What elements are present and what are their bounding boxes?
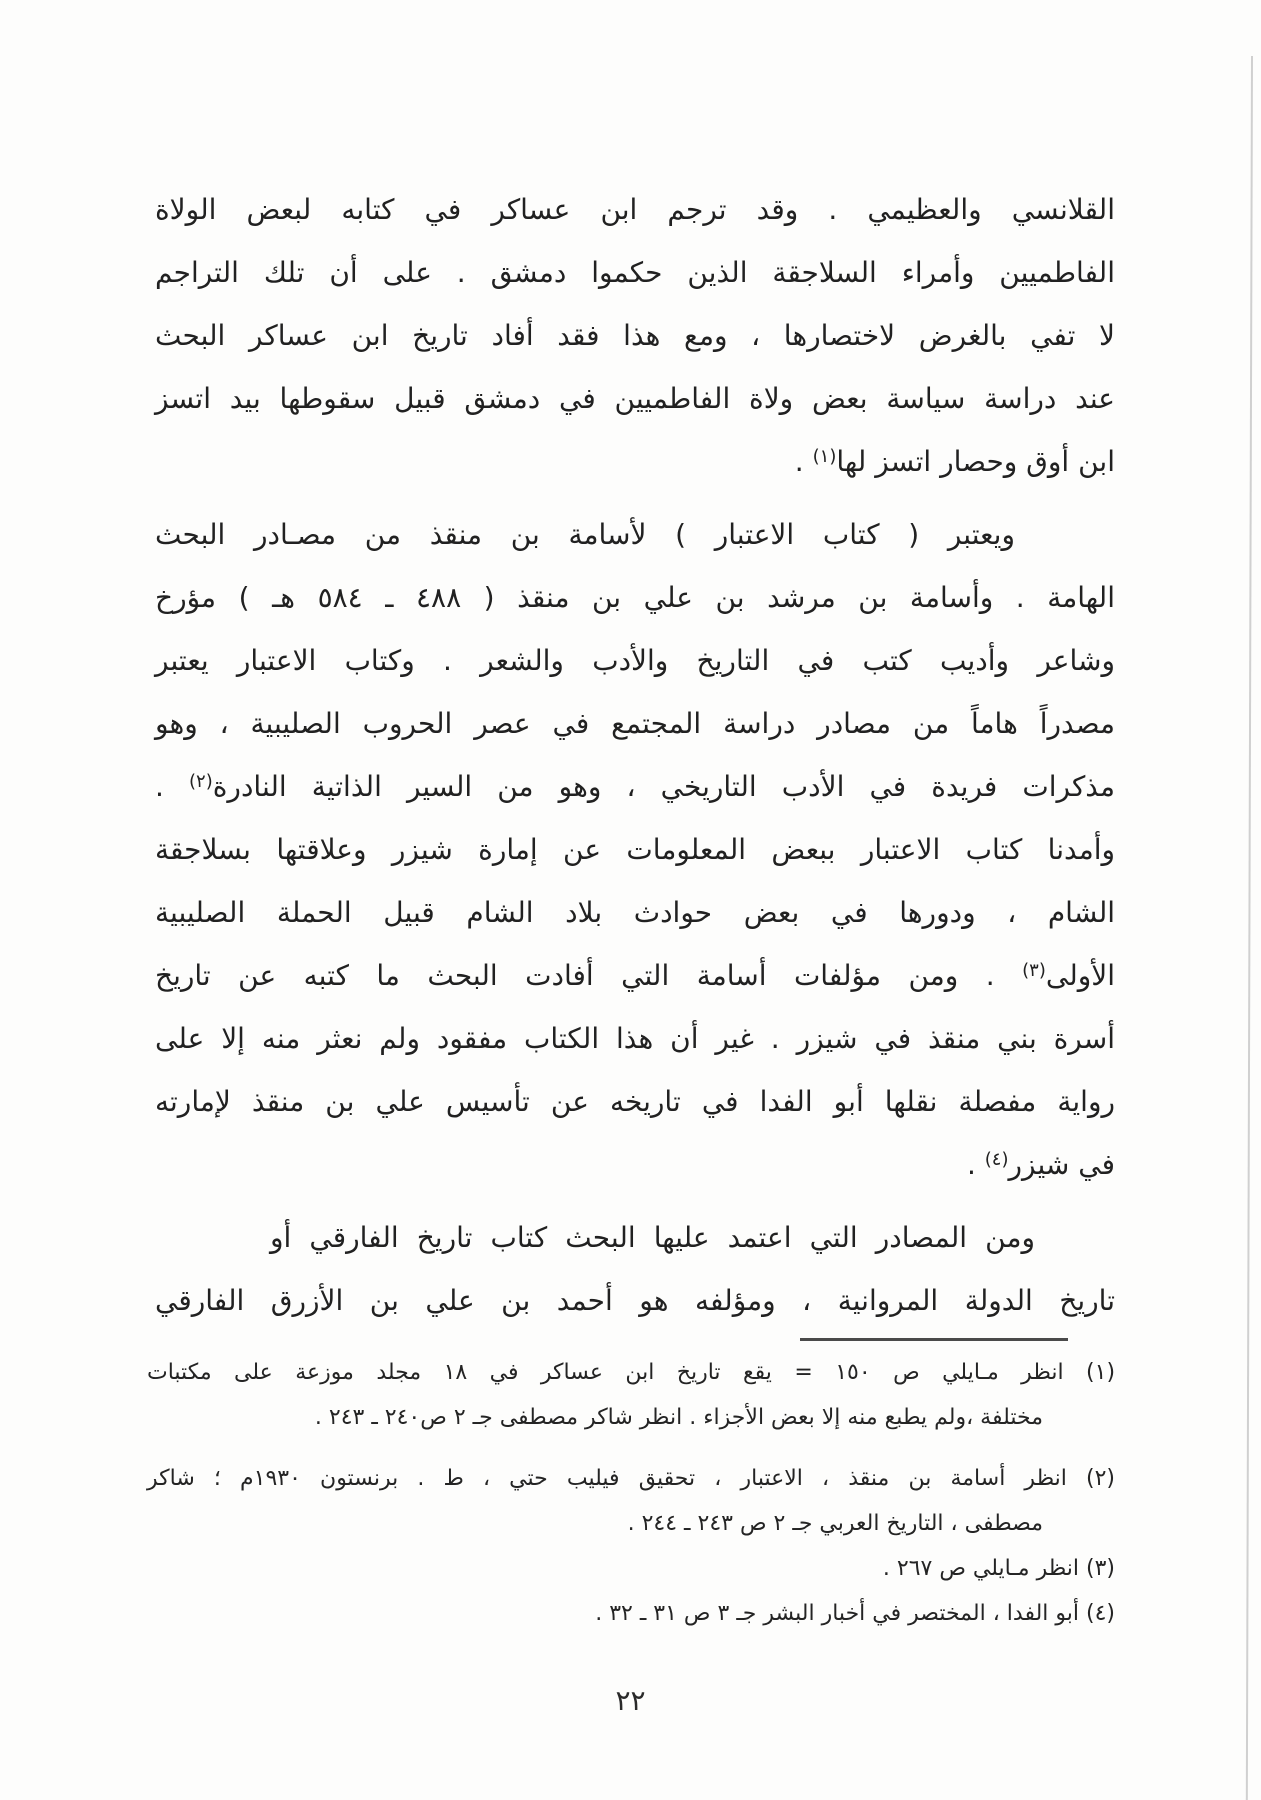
paragraph-1	[155, 178, 1115, 493]
text-line: ومن المصادر التي اعتمد عليها البحث كتاب تاريخ الفارقي أو	[270, 1221, 1035, 1254]
footnote-item-1	[147, 1350, 1115, 1440]
footnote-line: (٣) انظر مـايلي ص ٢٦٧ .	[882, 1556, 1115, 1581]
paragraph-2	[155, 503, 1115, 1196]
footnotes-section	[147, 1350, 1115, 1636]
text-line	[155, 430, 1115, 493]
text-line: لا تفي بالغرض لاختصارها ، ومع هذا فقد أفاد تاريخ ابن عساكر البحث	[155, 319, 1115, 352]
body-text	[155, 178, 1115, 1332]
text-run: الأولى	[1045, 959, 1115, 992]
footnote-line: (٤) أبو الفدا ، المختصر في أخبار البشر جـ ٣ ص ٣١ ـ ٣٢ .	[595, 1601, 1115, 1626]
footnote-item-4	[147, 1591, 1115, 1636]
text-line: مصدراً هاماً من مصادر دراسة المجتمع في عصر الحروب الصليبية ، وهو	[155, 707, 1115, 740]
text-line: وأمدنا كتاب الاعتبار ببعض المعلومات عن إمارة شيزر وعلاقتها بسلاجقة	[155, 833, 1115, 866]
text-run: مذكرات فريدة في الأدب التاريخي ، وهو من السير الذاتية النادرة	[212, 770, 1115, 803]
text-line: الشام ، ودورها في بعض حوادث بلاد الشام قبيل الحملة الصليبية	[155, 896, 1115, 929]
text-line: الهامة . وأسامة بن مرشد بن علي بن منقذ ( ٤٨٨ ـ ٥٨٤ هـ ) مؤرخ	[155, 581, 1115, 614]
text-line: ويعتبر ( كتاب الاعتبار ) لأسامة بن منقذ من مصـادر البحث	[155, 518, 1015, 551]
footnote-line: مصطفى ، التاريخ العربي جـ ٢ ص ٢٤٣ ـ ٢٤٤ .	[627, 1511, 1043, 1536]
text-line: القلانسي والعظيمي . وقد ترجم ابن عساكر في كتابه لبعض الولاة	[155, 193, 1115, 226]
footnote-item-3	[147, 1546, 1115, 1591]
text-line	[155, 944, 1115, 1007]
footnote-ref-2: (٢)	[189, 771, 213, 792]
footnote-line: (١) انظر مـايلي ص ١٥٠ = يقع تاريخ ابن عساكر في ١٨ مجلد موزعة على مكتبات	[147, 1360, 1116, 1385]
text-run: في شيزر	[1008, 1148, 1115, 1181]
footnote-ref-3: (٣)	[1022, 960, 1046, 981]
footnote-line: مختلفة ،ولم يطبع منه إلا بعض الأجزاء . انظر شاكر مصطفى جـ ٢ ص٢٤٠ ـ ٢٤٣ .	[314, 1405, 1043, 1430]
text-line: رواية مفصلة نقلها أبو الفدا في تاريخه عن تأسيس علي بن منقذ لإمارته	[155, 1085, 1115, 1118]
text-run: ابن أوق وحصار اتسز لها	[836, 445, 1115, 478]
text-line: الفاطميين وأمراء السلاجقة الذين حكموا دمشق . على أن تلك التراجم	[155, 256, 1115, 289]
text-line: تاريخ الدولة المروانية ، ومؤلفه هو أحمد بن علي بن الأزرق الفارقي	[155, 1284, 1115, 1317]
footnote-line: (٢) انظر أسامة بن منقذ ، الاعتبار ، تحقيق فيليب حتي ، ط . برنستون ١٩٣٠م ؛ شاكر	[147, 1466, 1115, 1491]
paragraph-3	[155, 1206, 1115, 1332]
text-line	[155, 755, 1115, 818]
page-number: ٢٢	[615, 1684, 646, 1717]
footnote-ref-4: (٤)	[984, 1149, 1009, 1170]
text-line: وشاعر وأديب كتب في التاريخ والأدب والشعر . وكتاب الاعتبار يعتبر	[155, 644, 1115, 677]
text-run: .	[966, 1148, 985, 1181]
footnote-item-2	[147, 1456, 1115, 1546]
text-run: .	[794, 445, 813, 478]
footnote-separator	[800, 1338, 1068, 1341]
text-run: .	[155, 770, 190, 803]
page-edge-line	[1246, 56, 1253, 1800]
text-line	[155, 1133, 1115, 1196]
text-line: أسرة بني منقذ في شيزر . غير أن هذا الكتاب مفقود ولم نعثر منه إلا على	[155, 1022, 1115, 1055]
text-run: . ومن مؤلفات أسامة التي أفادت البحث ما كتبه عن تاريخ	[155, 959, 1023, 992]
text-line: عند دراسة سياسة بعض ولاة الفاطميين في دمشق قبيل سقوطها بيد اتسز	[155, 382, 1115, 415]
footnote-ref-1: (١)	[812, 446, 837, 467]
